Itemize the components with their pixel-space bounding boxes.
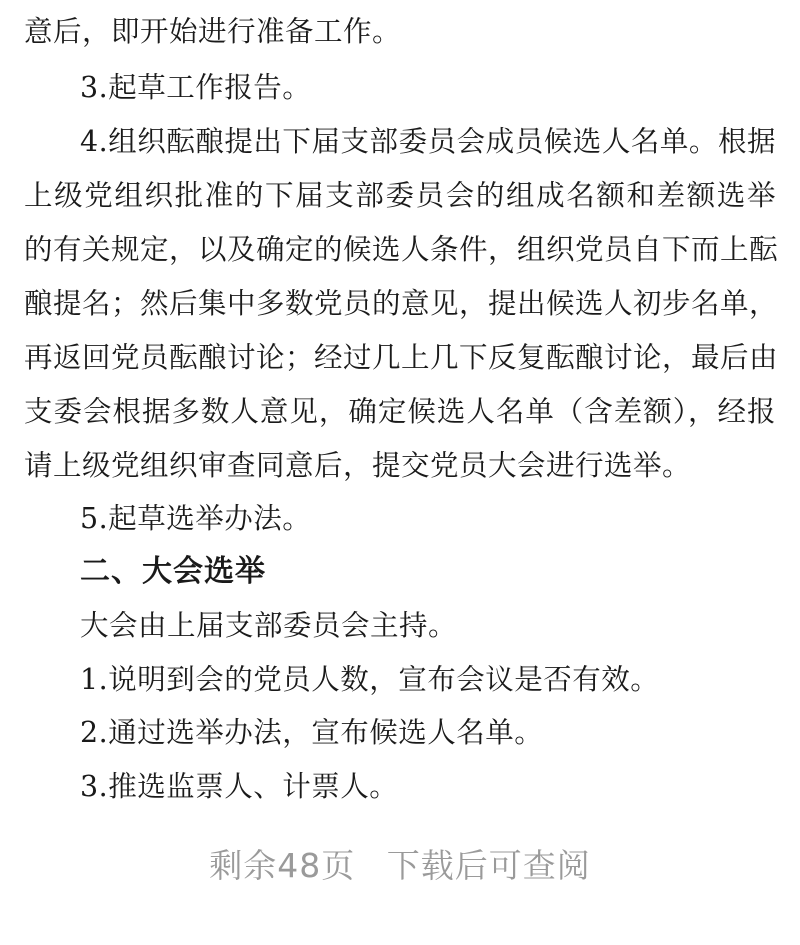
paragraph-line: 上级党组织批准的下届支部委员会的组成名额和差额选举 (24, 179, 776, 212)
paragraph-line: 的有关规定，以及确定的候选人条件，组织党员自下而上酝 (24, 233, 779, 266)
download-prompt[interactable] (0, 842, 800, 890)
paragraph-line: 请上级党组织审查同意后，提交党员大会进行选举。 (24, 449, 692, 482)
paragraph-line: 1.说明到会的党员人数，宣布会议是否有效。 (80, 663, 660, 696)
paragraph-line: 大会由上届支部委员会主持。 (80, 609, 458, 642)
paragraph-line: 3.推选监票人、计票人。 (80, 770, 399, 803)
paragraph-line: 酿提名；然后集中多数党员的意见，提出候选人初步名单， (24, 287, 779, 320)
paragraph-line: 3.起草工作报告。 (80, 71, 312, 104)
paragraph-line: 2.通过选举办法，宣布候选人名单。 (80, 716, 544, 749)
paragraph-line: 意后，即开始进行准备工作。 (24, 15, 402, 48)
download-hint-text: 下载后可查阅 (386, 846, 591, 885)
paragraph-line: 5.起草选举办法。 (80, 502, 312, 535)
remaining-pages-text: 剩余48页 (209, 846, 356, 885)
paragraph-line: 支委会根据多数人意见，确定候选人名单（含差额），经报 (24, 395, 776, 428)
paragraph-line: 再返回党员酝酿讨论；经过几上几下反复酝酿讨论，最后由 (24, 341, 779, 374)
paragraph-line: 4.组织酝酿提出下届支部委员会成员候选人名单。根据 (80, 125, 776, 158)
section-heading: 二、大会选举 (80, 554, 266, 589)
